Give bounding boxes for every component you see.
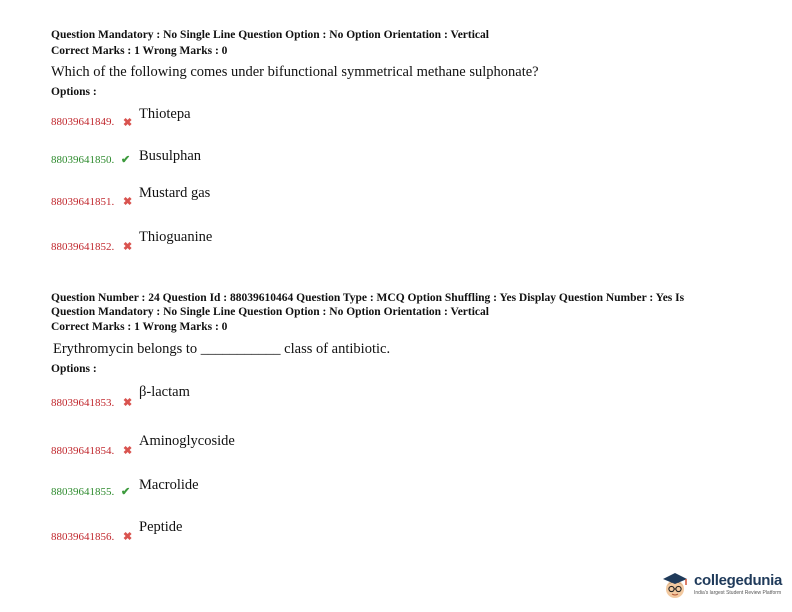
graduate-cap-icon xyxy=(660,570,690,600)
q1-option-1-id: 88039641849. xyxy=(51,116,115,128)
q1-option-4-text: Thioguanine xyxy=(139,229,213,245)
wrong-mark-icon: ✖ xyxy=(123,445,133,457)
q2-option-4-text: Peptide xyxy=(139,519,183,535)
q1-question-text: Which of the following comes under bifunctional symmetrical methane sulphonate? xyxy=(51,64,539,80)
q2-option-4-id: 88039641856. xyxy=(51,531,115,543)
q2-option-1-id: 88039641853. xyxy=(51,397,115,409)
wrong-mark-icon: ✖ xyxy=(123,117,133,129)
q2-option-3-text: Macrolide xyxy=(139,477,199,493)
q1-option-3-id: 88039641851. xyxy=(51,196,115,208)
wrong-mark-icon: ✖ xyxy=(123,241,133,253)
q2-option-2-id: 88039641854. xyxy=(51,445,115,457)
q1-meta-line1: Question Mandatory : No Single Line Question Option : No Option Orientation : Vertical xyxy=(51,29,489,41)
q1-option-2-text: Busulphan xyxy=(139,148,202,164)
q2-option-3-id: 88039641855. xyxy=(51,486,115,498)
q2-meta-line2: Question Mandatory : No Single Line Question Option : No Option Orientation : Vertical xyxy=(51,306,489,318)
check-mark-icon: ✔ xyxy=(121,486,131,498)
logo-name: collegedunia xyxy=(694,572,783,589)
q1-option-3-text: Mustard gas xyxy=(139,185,211,201)
q1-option-4-id: 88039641852. xyxy=(51,241,115,253)
q1-options-label: Options : xyxy=(51,86,97,98)
q2-meta-line1: Question Number : 24 Question Id : 88039610464 Question Type : MCQ Option Shuffling : Yes Display Question Number : Yes Is xyxy=(51,292,685,304)
wrong-mark-icon: ✖ xyxy=(123,196,133,208)
q2-question-text: Erythromycin belongs to ___________ class of antibiotic. xyxy=(53,341,391,357)
q1-option-2-id: 88039641850. xyxy=(51,154,115,166)
q1-meta-line2: Correct Marks : 1 Wrong Marks : 0 xyxy=(51,45,228,57)
q2-option-1-text: β-lactam xyxy=(139,384,190,400)
q2-option-2-text: Aminoglycoside xyxy=(139,433,235,449)
collegedunia-logo xyxy=(660,568,785,602)
check-mark-icon: ✔ xyxy=(121,154,131,166)
q1-option-1-text: Thiotepa xyxy=(139,106,191,122)
logo-tagline: India's largest Student Review Platform xyxy=(694,590,782,596)
wrong-mark-icon: ✖ xyxy=(123,531,133,543)
wrong-mark-icon: ✖ xyxy=(123,397,133,409)
q2-options-label: Options : xyxy=(51,363,97,375)
q2-meta-line3: Correct Marks : 1 Wrong Marks : 0 xyxy=(51,321,228,333)
